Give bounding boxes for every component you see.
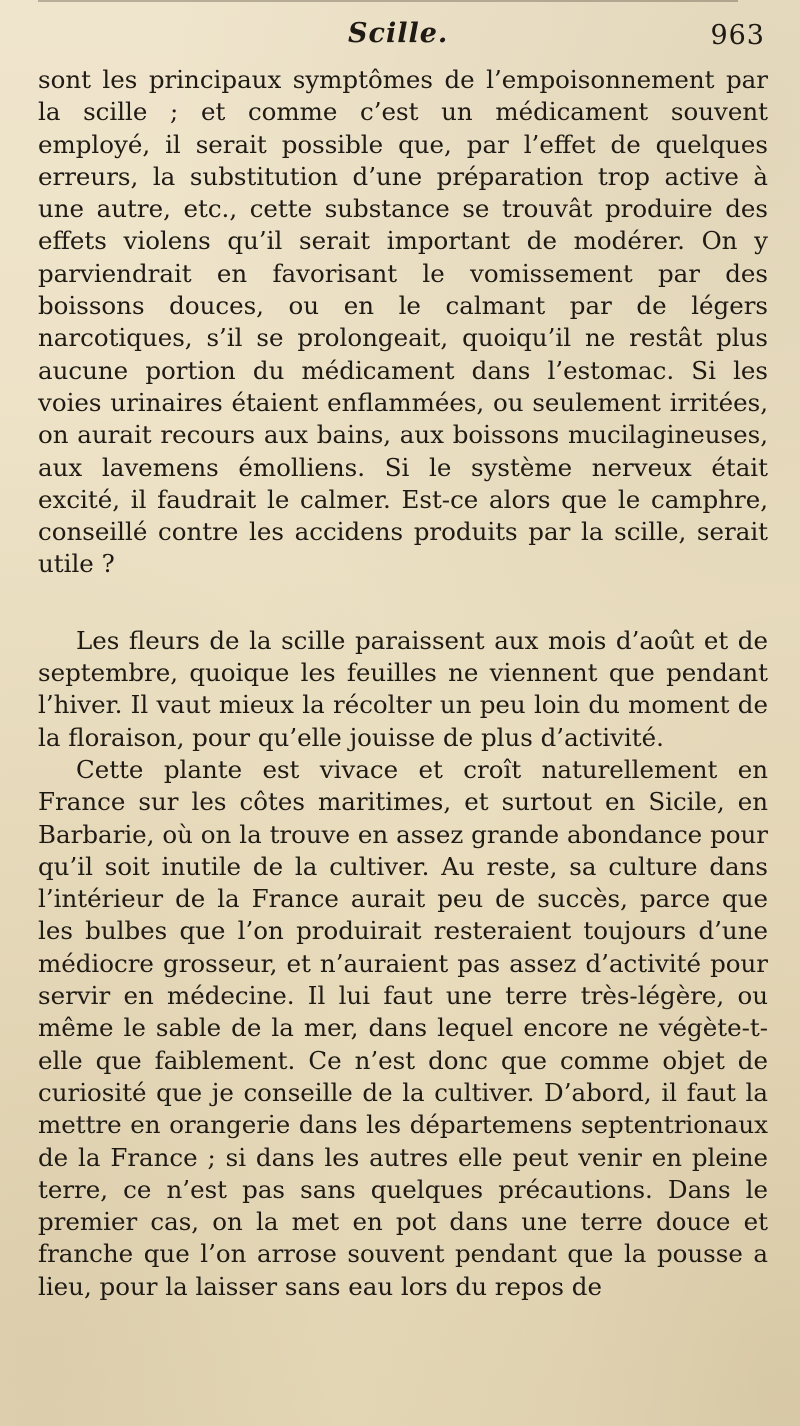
paragraph-symptoms: sont les principaux symptômes de l’empoisonnement par la scille ; et comme c’est un médicament souvent employé, il serait possible que, par l’effet de quelques erreurs, la substitution d’une préparation trop active à une autre, etc., cette substance se trouvât produire des effets violens qu’il serait important de modérer. On y parviendrait en favorisant le vomissement par des boissons douces, ou en le calmant par de légers narcotiques, s’il se prolongeait, quoiqu’il ne restât plus aucune portion du médicament dans l’estomac. Si les voies urinaires étaient enflammées, ou seulement irritées, on aurait recours aux bains, aux boissons mucilagineuses, aux lavemens émolliens. Si le système nerveux était excité, il faudrait le calmer. Est-ce alors que le camphre, conseillé contre les accidens produits par la scille, serait utile ?	[38, 65, 768, 579]
body-text	[38, 64, 768, 1303]
paragraph-cultivation: Cette plante est vivace et croît naturellement en France sur les côtes maritimes, et surtout en Sicile, en Barbarie, où on la trouve en assez grande abondance pour qu’il soit inutile de la cultiver. Au reste, sa culture dans l’intérieur de la France aurait peu de succès, parce que les bulbes que l’on produirait resteraient toujours d’une médiocre grosseur, et n’auraient pas assez d’activité pour servir en médecine. Il lui faut une terre très-légère, ou même le sable de la mer, dans lequel encore ne végète-t-elle que faiblement. Ce n’est donc que comme objet de curiosité que je conseille de la cultiver. D’abord, il faut la mettre en orangerie dans les départemens septentrionaux de la France ; si dans les autres elle peut venir en pleine terre, ce n’est pas sans quelques précautions. Dans le premier cas, on la met en pot dans une terre douce et franche que l’on arrose souvent pendant que la pousse a lieu, pour la laisser sans eau lors du repos de	[38, 754, 768, 1301]
running-head	[38, 18, 763, 58]
running-title: Scille.	[348, 18, 449, 49]
paragraph-flowering: Les fleurs de la scille paraissent aux mois d’août et de septembre, quoique les feuilles ne viennent que pendant l’hiver. Il vaut mieux la récolter un peu loin du moment de la floraison, pour qu’elle jouisse de plus d’activité.	[38, 625, 768, 752]
paragraph-gap	[38, 581, 768, 625]
top-edge-rule	[38, 0, 738, 2]
page-number: 963	[710, 20, 765, 51]
book-page	[38, 0, 768, 1426]
